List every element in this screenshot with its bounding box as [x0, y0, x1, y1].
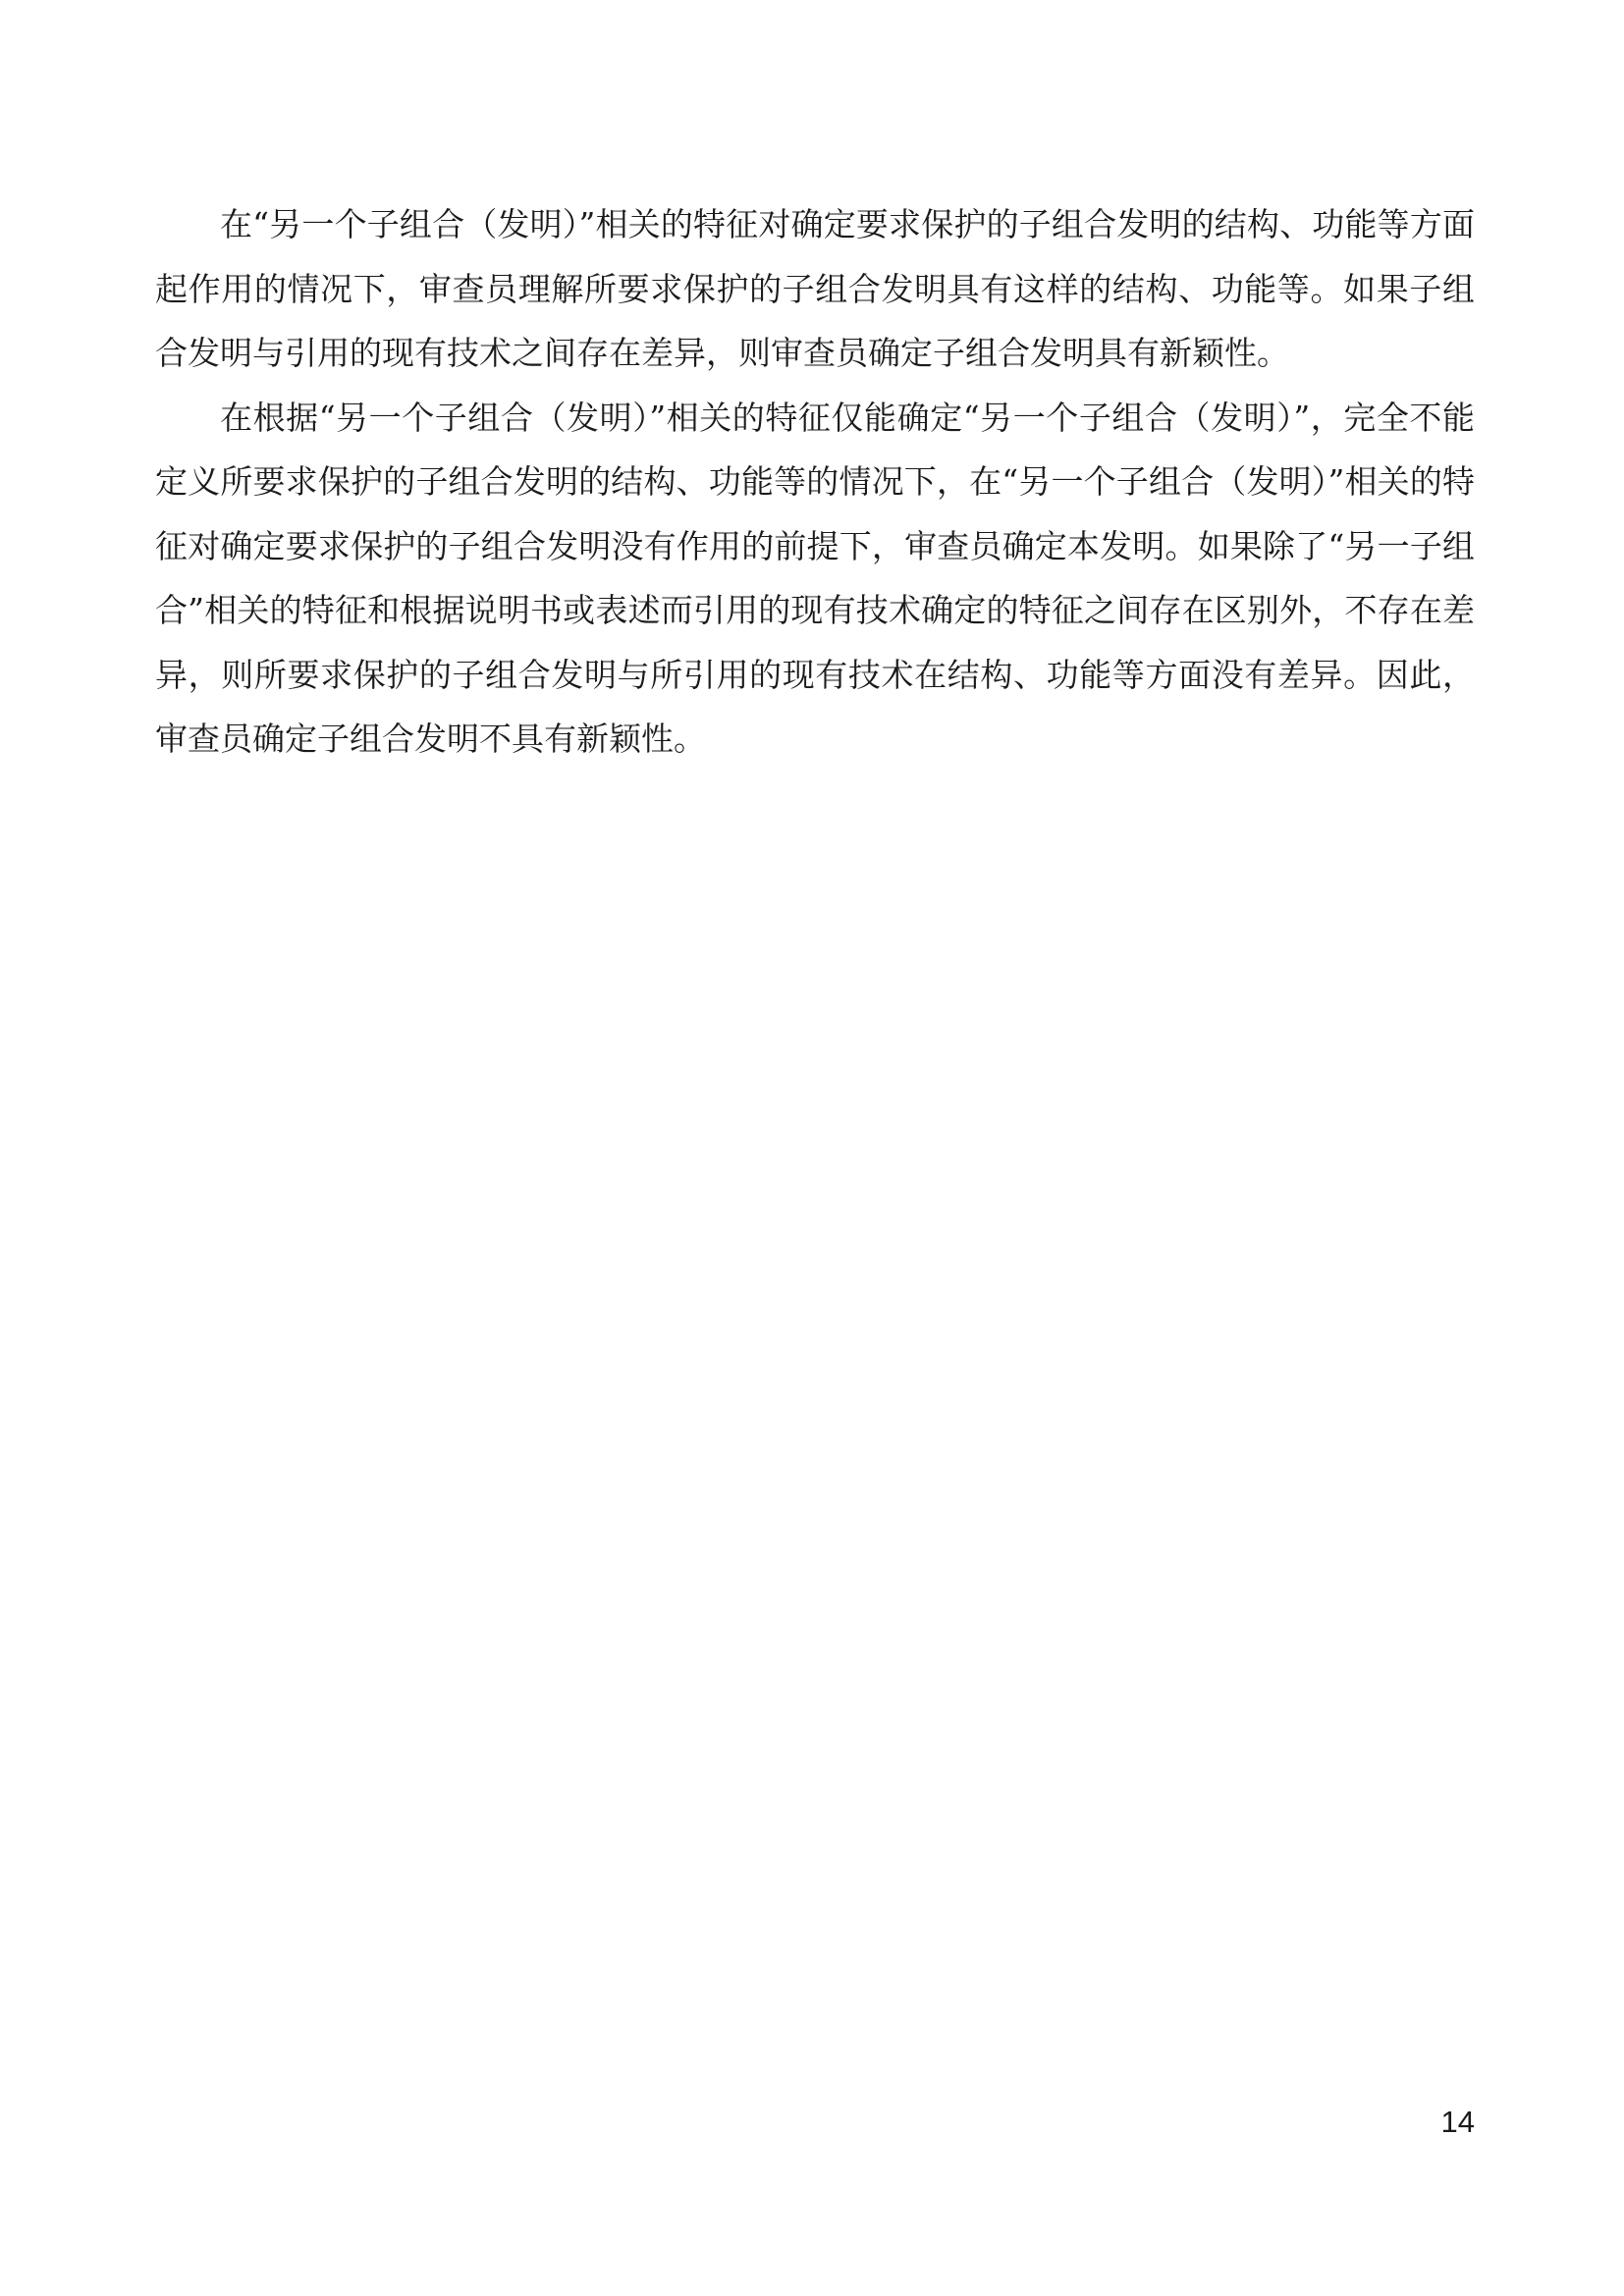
body-text — [155, 192, 1475, 772]
paragraph-2: 在根据“另一个子组合（发明）”相关的特征仅能确定“另一个子组合（发明）”，完全不能定义所要求保护的子组合发明的结构、功能等的情况下，在“另一个子组合（发明）”相关的特征对确定要求保护的子组合发明没有作用的前提下，审查员确定本发明。如果除了“另一子组合”相关的特征和根据说明书或表述而引用的现有技术确定的特征之间存在区别外，不存在差异，则所要求保护的子组合发明与所引用的现有技术在结构、功能等方面没有差异。因此，审查员确定子组合发明不具有新颖性。 — [155, 398, 1475, 758]
page-number: 14 — [1440, 2105, 1475, 2139]
paragraph-1: 在“另一个子组合（发明）”相关的特征对确定要求保护的子组合发明的结构、功能等方面起作用的情况下，审查员理解所要求保护的子组合发明具有这样的结构、功能等。如果子组合发明与引用的现有技术之间存在差异，则审查员确定子组合发明具有新颖性。 — [155, 205, 1475, 372]
